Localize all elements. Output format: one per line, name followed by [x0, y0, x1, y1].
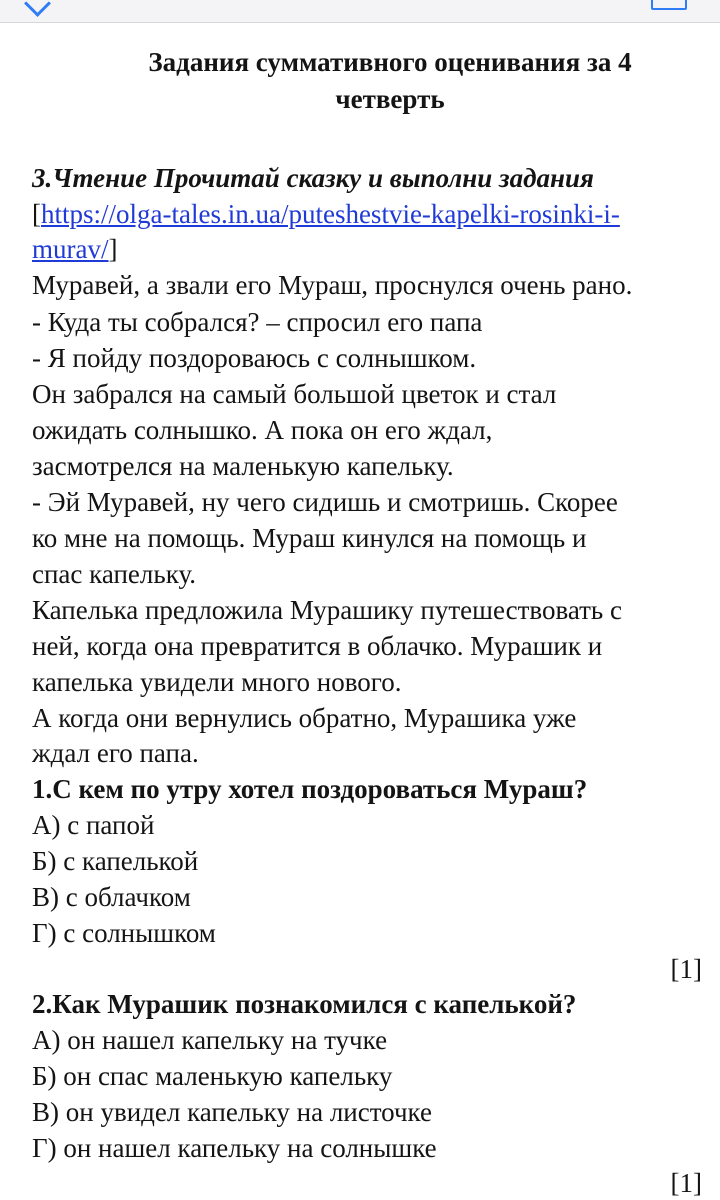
- back-chevron-icon[interactable]: [24, 0, 51, 17]
- story-line: ждал его папа.: [32, 738, 199, 768]
- question-2-option-c: В) он увидел капельку на листочке: [32, 1097, 432, 1127]
- title-line-2: четверть: [335, 84, 445, 114]
- story-link-part-2[interactable]: murav/: [32, 234, 109, 264]
- story-line: Капелька предложила Мурашику путешествовать с: [32, 595, 622, 625]
- link-close-bracket: ]: [108, 234, 118, 264]
- page-view-icon[interactable]: [651, 0, 687, 10]
- link-line-1: [32, 197, 620, 231]
- question-2-option-b: Б) он спас маленькую капельку: [32, 1061, 393, 1091]
- viewer-toolbar: [0, 0, 720, 23]
- story-line: ожидать солнышко. А пока он его ждал,: [32, 415, 493, 445]
- question-1-option-d: Г) с солнышком: [32, 918, 216, 948]
- story-link-part-1[interactable]: https://olga-tales.in.ua/puteshestvie-kapelki-rosinki-i-: [41, 199, 620, 229]
- story-line: - Эй Муравей, ну чего сидишь и смотришь. Скорее: [32, 487, 618, 517]
- question-1-text: 1.С кем по утру хотел поздороваться Мураш?: [32, 774, 588, 804]
- story-line: засмотрелся на маленькую капельку.: [32, 451, 454, 481]
- title-line-1: Задания суммативного оценивания за 4: [148, 47, 632, 77]
- section-heading: 3.Чтение Прочитай сказку и выполни задания: [32, 163, 594, 193]
- question-2-option-d: Г) он нашел капельку на солнышке: [32, 1133, 437, 1163]
- story-line: А когда они вернулись обратно, Мурашика уже: [32, 703, 577, 733]
- question-1-option-b: Б) с капелькой: [32, 846, 199, 876]
- link-open-bracket: [: [32, 199, 41, 229]
- question-2-option-a: А) он нашел капельку на тучке: [32, 1025, 388, 1055]
- page-title: [60, 44, 720, 118]
- question-1-score: [1]: [670, 954, 702, 984]
- story-line: капелька увидели много нового.: [32, 667, 402, 697]
- link-line-2: [32, 232, 117, 266]
- question-1-option-a: А) с папой: [32, 810, 155, 840]
- story-line: Муравей, а звали его Мураш, проснулся очень рано.: [32, 270, 633, 300]
- story-line: - Я пойду поздороваюсь с солнышком.: [32, 343, 477, 373]
- question-1-option-c: В) с облачком: [32, 882, 191, 912]
- question-2-score: [1]: [670, 1168, 702, 1198]
- story-line: ней, когда она превратится в облачко. Мурашик и: [32, 631, 603, 661]
- story-line: ко мне на помощь. Мураш кинулся на помощь и: [32, 523, 587, 553]
- story-line: - Куда ты собрался? – спросил его папа: [32, 307, 483, 337]
- question-2-text: 2.Как Мурашик познакомился с капелькой?: [32, 989, 577, 1019]
- story-line: Он забрался на самый большой цветок и стал: [32, 379, 557, 409]
- story-line: спас капельку.: [32, 559, 196, 589]
